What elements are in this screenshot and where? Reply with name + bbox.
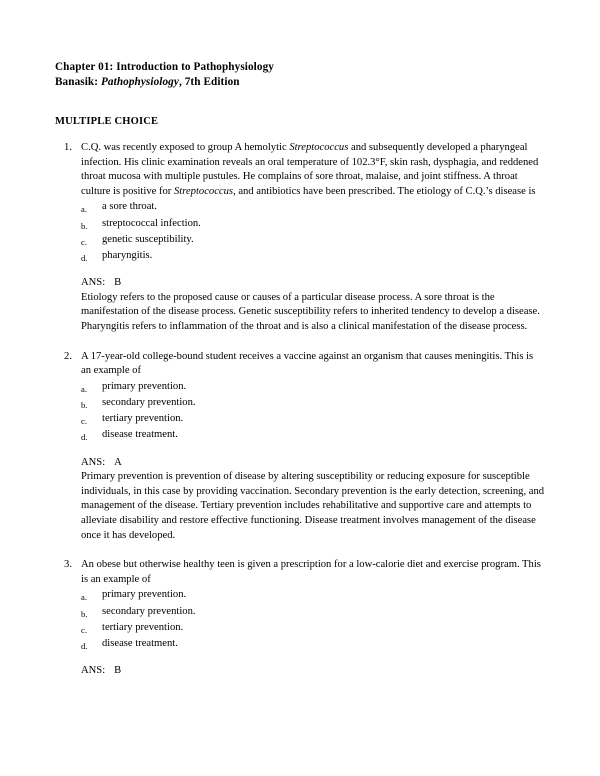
choice-letter: b.: [81, 220, 88, 231]
choice-option[interactable]: [81, 588, 545, 604]
choice-text: secondary prevention.: [102, 605, 196, 617]
choice-list: [81, 200, 545, 265]
answer-block: [81, 276, 545, 334]
choice-letter: a.: [81, 383, 87, 394]
choice-option[interactable]: [81, 637, 545, 653]
question-item: [55, 350, 545, 544]
answer-block: [81, 456, 545, 544]
header-chapter-line: [55, 60, 545, 75]
choice-letter: d.: [81, 640, 88, 651]
answer-label: ANS:: [81, 456, 106, 468]
choice-letter: a.: [81, 204, 87, 215]
question-stem: A 17-year-old college-bound student receives a vaccine against an organism that causes meningitis. This is an example of: [81, 350, 534, 377]
answer-rationale: Etiology refers to the proposed cause or causes of a particular disease process. A sore throat is the manifestation of the disease process. Genetic susceptibility refers to inherited tendency to develop a disease. Pharyngitis refers to inflammation of the throat and is also a clinical manifestation of the disease process.: [81, 291, 540, 332]
question-number: 3.: [64, 559, 72, 571]
choice-text: tertiary prevention.: [102, 621, 184, 633]
answer-line: [81, 276, 545, 291]
choice-option[interactable]: [81, 380, 545, 396]
answer-value: A: [114, 456, 122, 468]
choice-letter: c.: [81, 624, 87, 635]
stem-part-3: , and antibiotics have been prescribed. The etiology of C.Q.’s disease is: [233, 185, 536, 197]
question-item: [55, 558, 545, 679]
answer-block: [81, 664, 545, 679]
choice-list: [81, 380, 545, 445]
answer-value: B: [114, 665, 122, 677]
question-stem: An obese but otherwise healthy teen is given a prescription for a low-calorie diet and exercise program. This is an example of: [81, 559, 541, 585]
choice-letter: d.: [81, 432, 88, 443]
document-header: [55, 60, 545, 90]
choice-option[interactable]: [81, 200, 545, 216]
choice-option[interactable]: [81, 621, 545, 637]
choice-text: secondary prevention.: [102, 396, 196, 408]
header-book-line: [55, 75, 545, 90]
stem-italic-2: Streptococcus: [173, 185, 234, 197]
stem-part-1: C.Q. was recently exposed to group A hemolytic: [81, 142, 290, 153]
choice-text: genetic susceptibility.: [102, 233, 194, 245]
choice-option[interactable]: [81, 233, 545, 249]
choice-letter: b.: [81, 399, 88, 410]
choice-option[interactable]: [81, 249, 545, 265]
header-edition-text: , 7th Edition: [178, 76, 240, 88]
header-chapter-text: Chapter 01: Introduction to Pathophysiology: [55, 61, 274, 73]
choice-option[interactable]: [81, 428, 545, 444]
question-item: [55, 141, 545, 335]
header-book-title: Pathophysiology: [100, 76, 179, 88]
question-number: 1.: [64, 142, 72, 153]
choice-letter: c.: [81, 236, 87, 247]
stem-part-2: and subsequently developed a pharyngeal infection. His clinic examination reveals an oral temperature of 102.3°F, skin rash, dysphagia, and reddened throat mucosa with multiple pustules. He complains of sore throat, malaise, and joint stiffness. A throat culture is positive for: [81, 142, 539, 197]
answer-rationale: Primary prevention is prevention of disease by altering susceptibility or reducing exposure for susceptible individuals, in this case by providing vaccination. Secondary prevention is the early detection, screening, and management of the disease. Tertiary prevention includes rehabilitative and supportive care and attempts to alleviate disability and restore effective functioning. Disease treatment involves management of the disease once it has developed.: [81, 471, 545, 541]
stem-italic-1: Streptococcus: [289, 142, 349, 153]
question-stem: [81, 141, 545, 199]
header-author-text: Banasik:: [55, 76, 101, 88]
choice-text: streptococcal infection.: [102, 217, 201, 229]
choice-text: primary prevention.: [102, 589, 187, 601]
choice-letter: c.: [81, 416, 87, 427]
choice-option[interactable]: [81, 605, 545, 621]
choice-text: pharyngitis.: [102, 249, 153, 261]
answer-line: [81, 664, 545, 679]
choice-text: disease treatment.: [102, 429, 178, 441]
choice-text: primary prevention.: [102, 380, 187, 392]
choice-text: a sore throat.: [102, 201, 158, 213]
choice-text: tertiary prevention.: [102, 413, 184, 425]
answer-value: B: [114, 277, 122, 289]
choice-letter: d.: [81, 252, 88, 263]
choice-letter: b.: [81, 608, 88, 619]
choice-option[interactable]: [81, 412, 545, 428]
choice-option[interactable]: [81, 217, 545, 233]
answer-label: ANS:: [81, 665, 106, 677]
choice-text: disease treatment.: [102, 637, 178, 649]
choice-letter: a.: [81, 592, 87, 603]
answer-label: ANS:: [81, 277, 106, 289]
section-title: MULTIPLE CHOICE: [55, 116, 159, 127]
choice-list: [81, 588, 545, 653]
choice-option[interactable]: [81, 396, 545, 412]
answer-line: [81, 456, 545, 471]
question-number: 2.: [64, 350, 72, 362]
